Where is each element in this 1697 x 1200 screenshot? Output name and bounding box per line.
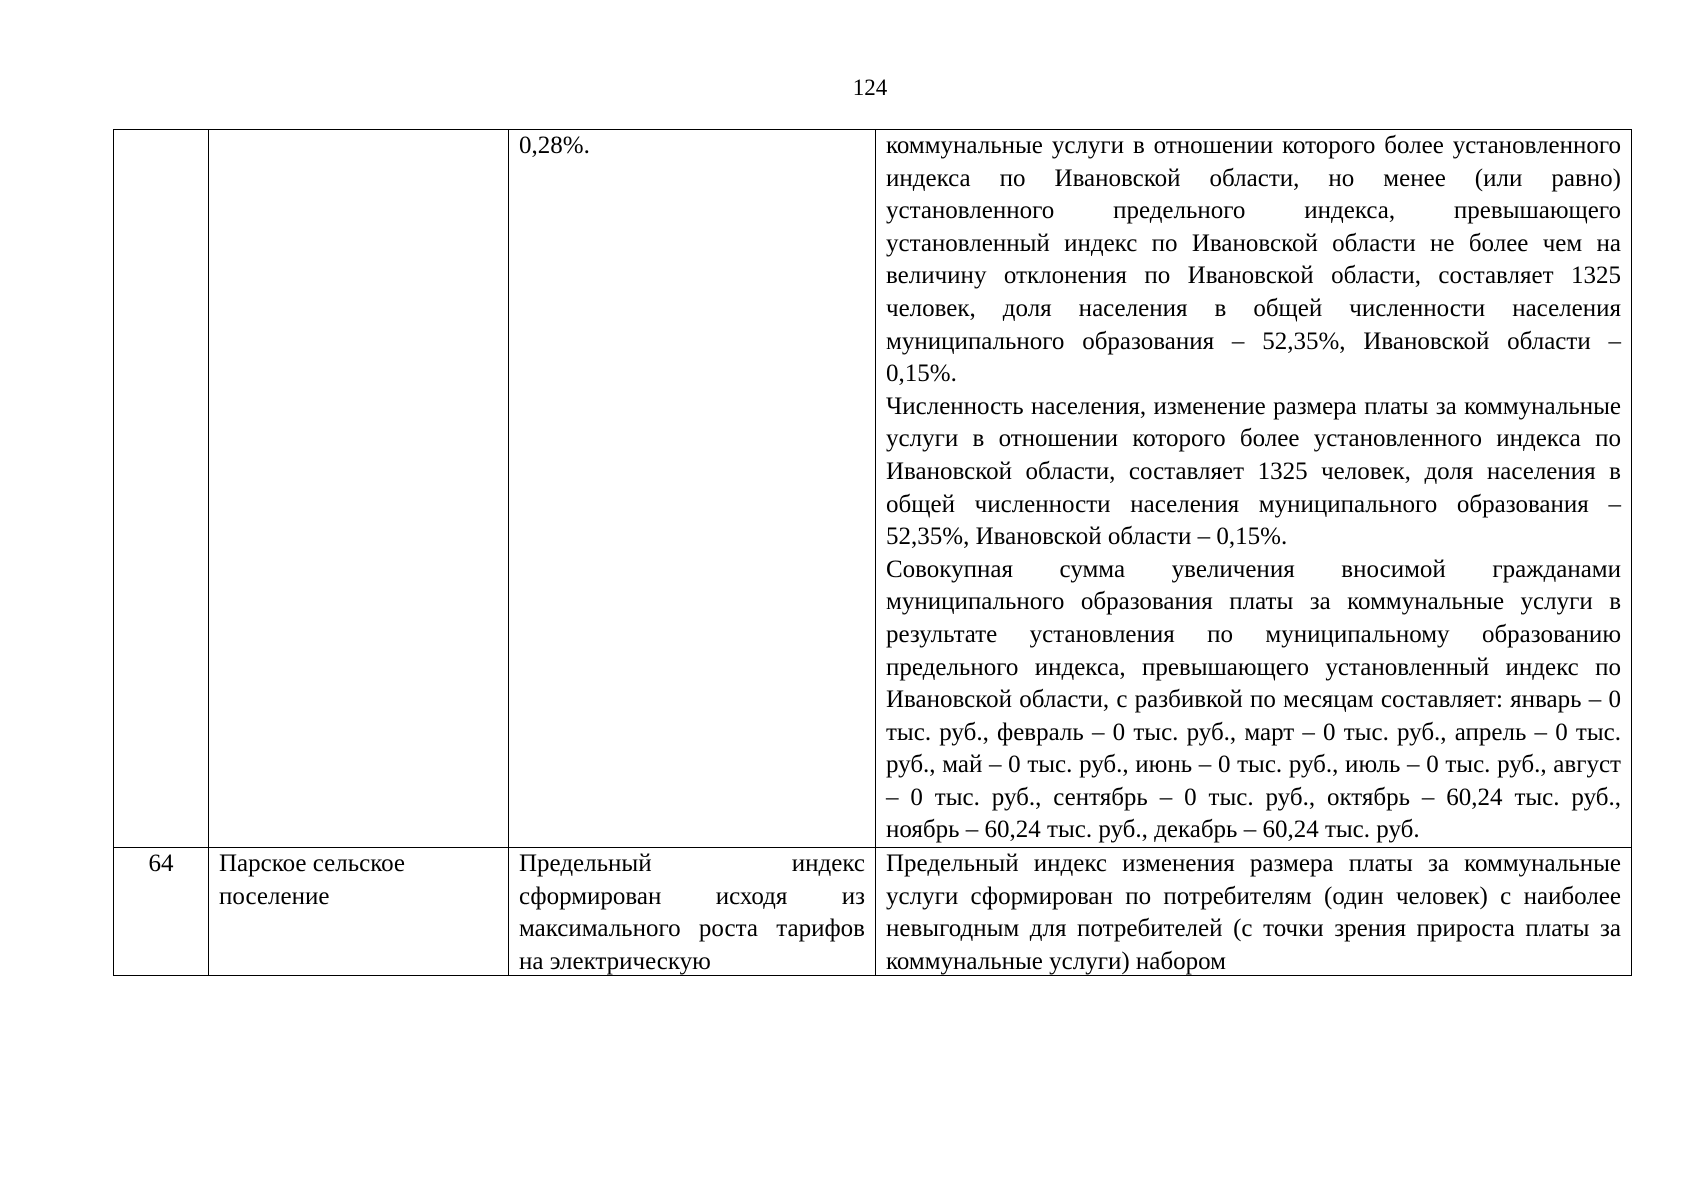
paragraph: Совокупная сумма увеличения вносимой гражданами муниципального образования платы за коммунальные услуги в результате установления по муниципальному образованию предельного индекса, превышающего установленный индекс по Ивановской области, с разбивкой по месяцам составляет: январь – 0 тыс. руб., февраль – 0 тыс. руб., март – 0 тыс. руб., апрель – 0 тыс. руб., май – 0 тыс. руб., июнь – 0 тыс. руб., июль – 0 тыс. руб., август – 0 тыс. руб., сентябрь – 0 тыс. руб., октябрь – 60,24 тыс. руб., ноябрь – 60,24 тыс. руб., декабрь – 60,24 тыс. руб.	[886, 555, 1621, 844]
table-row	[114, 130, 1632, 848]
row-number-cell	[114, 130, 209, 848]
paragraph: Численность населения, изменение размера платы за коммунальные услуги в отношении которого более установленного индекса по Ивановской области, составляет 1325 человек, доля населения в общей численности населения муниципального образования – 52,35%, Ивановской области – 0,15%.	[886, 392, 1621, 551]
population-description-cell	[876, 848, 1632, 976]
paragraph: коммунальные услуги в отношении которого более установленного индекса по Ивановской области, но менее (или равно) установленного предельного индекса, превышающего установленный индекс по Ивановской области не более чем на величину отклонения по Ивановской области, составляет 1325 человек, доля населения в общей численности населения муниципального образования – 52,35%, Ивановской области – 0,15%.	[886, 132, 1621, 388]
index-description-cell: 0,28%.	[509, 130, 876, 848]
municipality-name-cell	[209, 848, 509, 976]
paragraph: Предельный индекс изменения размера платы за коммунальные услуги сформирован по потребителям (один человек) с наиболее невыгодным для потребителей (с точки зрения прироста платы за коммунальные услуги) набором	[886, 850, 1621, 975]
index-description-cell	[509, 848, 876, 976]
population-description-cell	[876, 130, 1632, 848]
row-number-cell	[114, 848, 209, 976]
municipality-name-cell	[209, 130, 509, 848]
row-number: 64	[148, 850, 174, 878]
municipality-name: Парское сельское поселение	[219, 850, 406, 910]
index-description: Предельный индекс сформирован исходя из максимального роста тарифов на электрическую	[519, 850, 865, 975]
page-number: 124	[852, 75, 888, 100]
table-row	[114, 848, 1632, 976]
municipal-index-table	[113, 129, 1632, 976]
